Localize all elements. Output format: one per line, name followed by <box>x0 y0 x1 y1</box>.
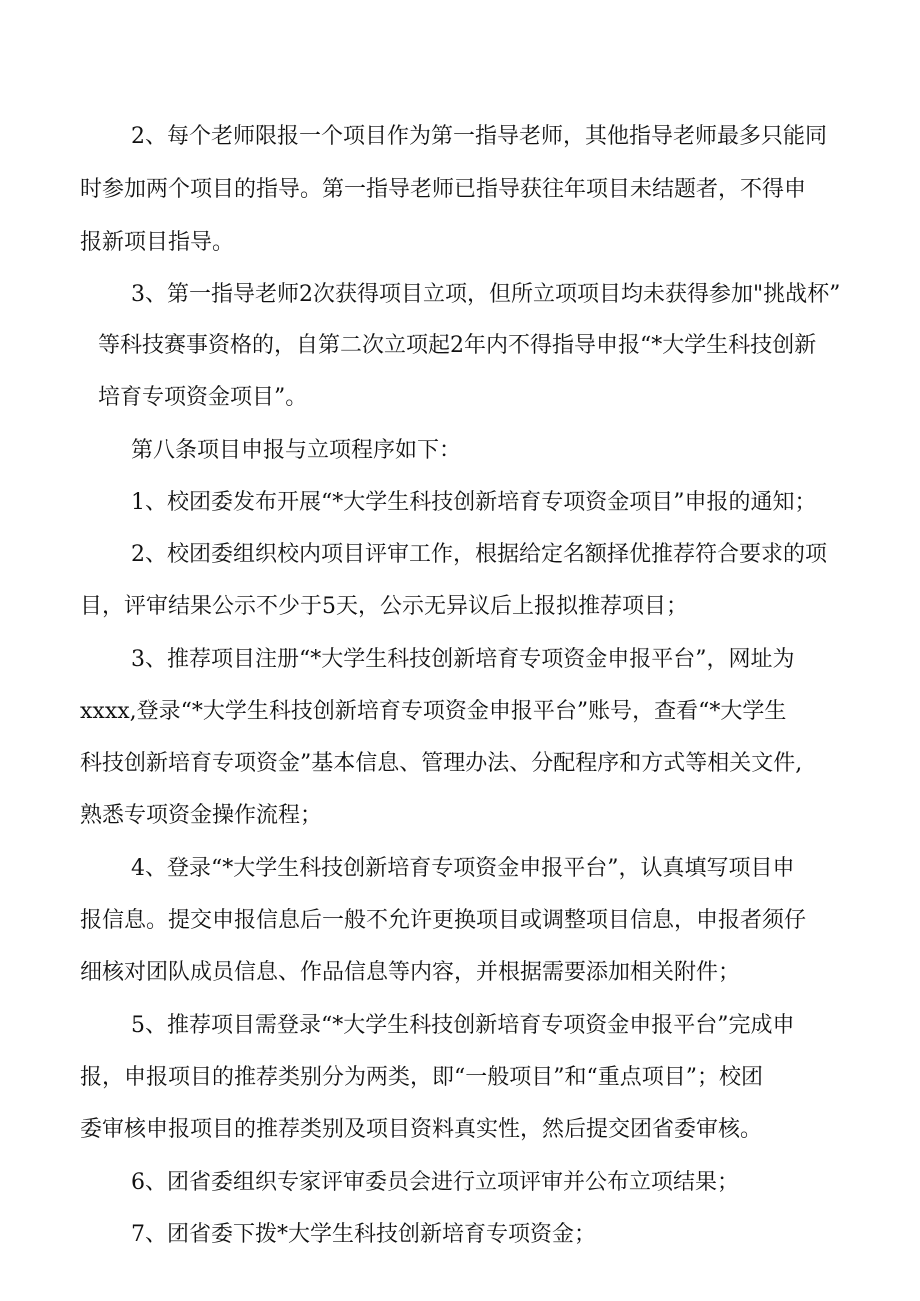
paragraph-line: 目，评审结果公示不少于5天，公示无异议后上报拟推荐项目； <box>80 594 688 619</box>
paragraph-line: 报新项目指导。 <box>80 230 235 255</box>
paragraph-line: 6、团省委组织专家评审委员会进行立项评审并公布立项结果； <box>131 1170 739 1195</box>
paragraph-line: 1、校团委发布开展“*大学生科技创新培育专项资金项目”申报的通知； <box>131 490 817 515</box>
paragraph-line: 报，申报项目的推荐类别分为两类，即“一般项目”和“重点项目”；校团 <box>80 1065 763 1090</box>
paragraph-line: 熟悉专项资金操作流程； <box>80 803 323 828</box>
paragraph-line: xxxx,登录“*大学生科技创新培育专项资金申报平台”账号，查看“*大学生 <box>80 699 787 724</box>
paragraph-line: 培育专项资金项目”。 <box>98 385 308 410</box>
paragraph-line: 5、推荐项目需登录“*大学生科技创新培育专项资金申报平台”完成申 <box>131 1013 795 1038</box>
paragraph-line: 2、每个老师限报一个项目作为第一指导老师，其他指导老师最多只能同 <box>131 124 827 149</box>
paragraph-line: 科技创新培育专项资金”基本信息、管理办法、分配程序和方式等相关文件, <box>80 751 803 776</box>
section-heading: 第八条项目申报与立项程序如下： <box>131 438 462 463</box>
paragraph-line: 委审核申报项目的推荐类别及项目资料真实性，然后提交团省委审核。 <box>80 1117 763 1142</box>
paragraph-line: 4、登录“*大学生科技创新培育专项资金申报平台”，认真填写项目申 <box>131 856 795 881</box>
paragraph-line: 3、第一指导老师2次获得项目立项，但所立项项目均未获得参加"挑战杯” <box>131 282 841 307</box>
paragraph-line: 2、校团委组织校内项目评审工作，根据给定名额择优推荐符合要求的项 <box>131 542 827 567</box>
paragraph-line: 等科技赛事资格的，自第二次立项起2年内不得指导申报“*大学生科技创新 <box>98 333 817 358</box>
paragraph-line: 时参加两个项目的指导。第一指导老师已指导获往年项目未结题者，不得申 <box>80 177 807 202</box>
paragraph-line: 报信息。提交申报信息后一般不允许更换项目或调整项目信息，申报者须仔 <box>80 908 807 933</box>
paragraph-line: 细核对团队成员信息、作品信息等内容，并根据需要添加相关附件； <box>80 960 741 985</box>
paragraph-line: 3、推荐项目注册“*大学生科技创新培育专项资金申报平台”，网址为 <box>131 647 795 672</box>
paragraph-line: 7、团省委下拨*大学生科技创新培育专项资金； <box>131 1222 596 1247</box>
